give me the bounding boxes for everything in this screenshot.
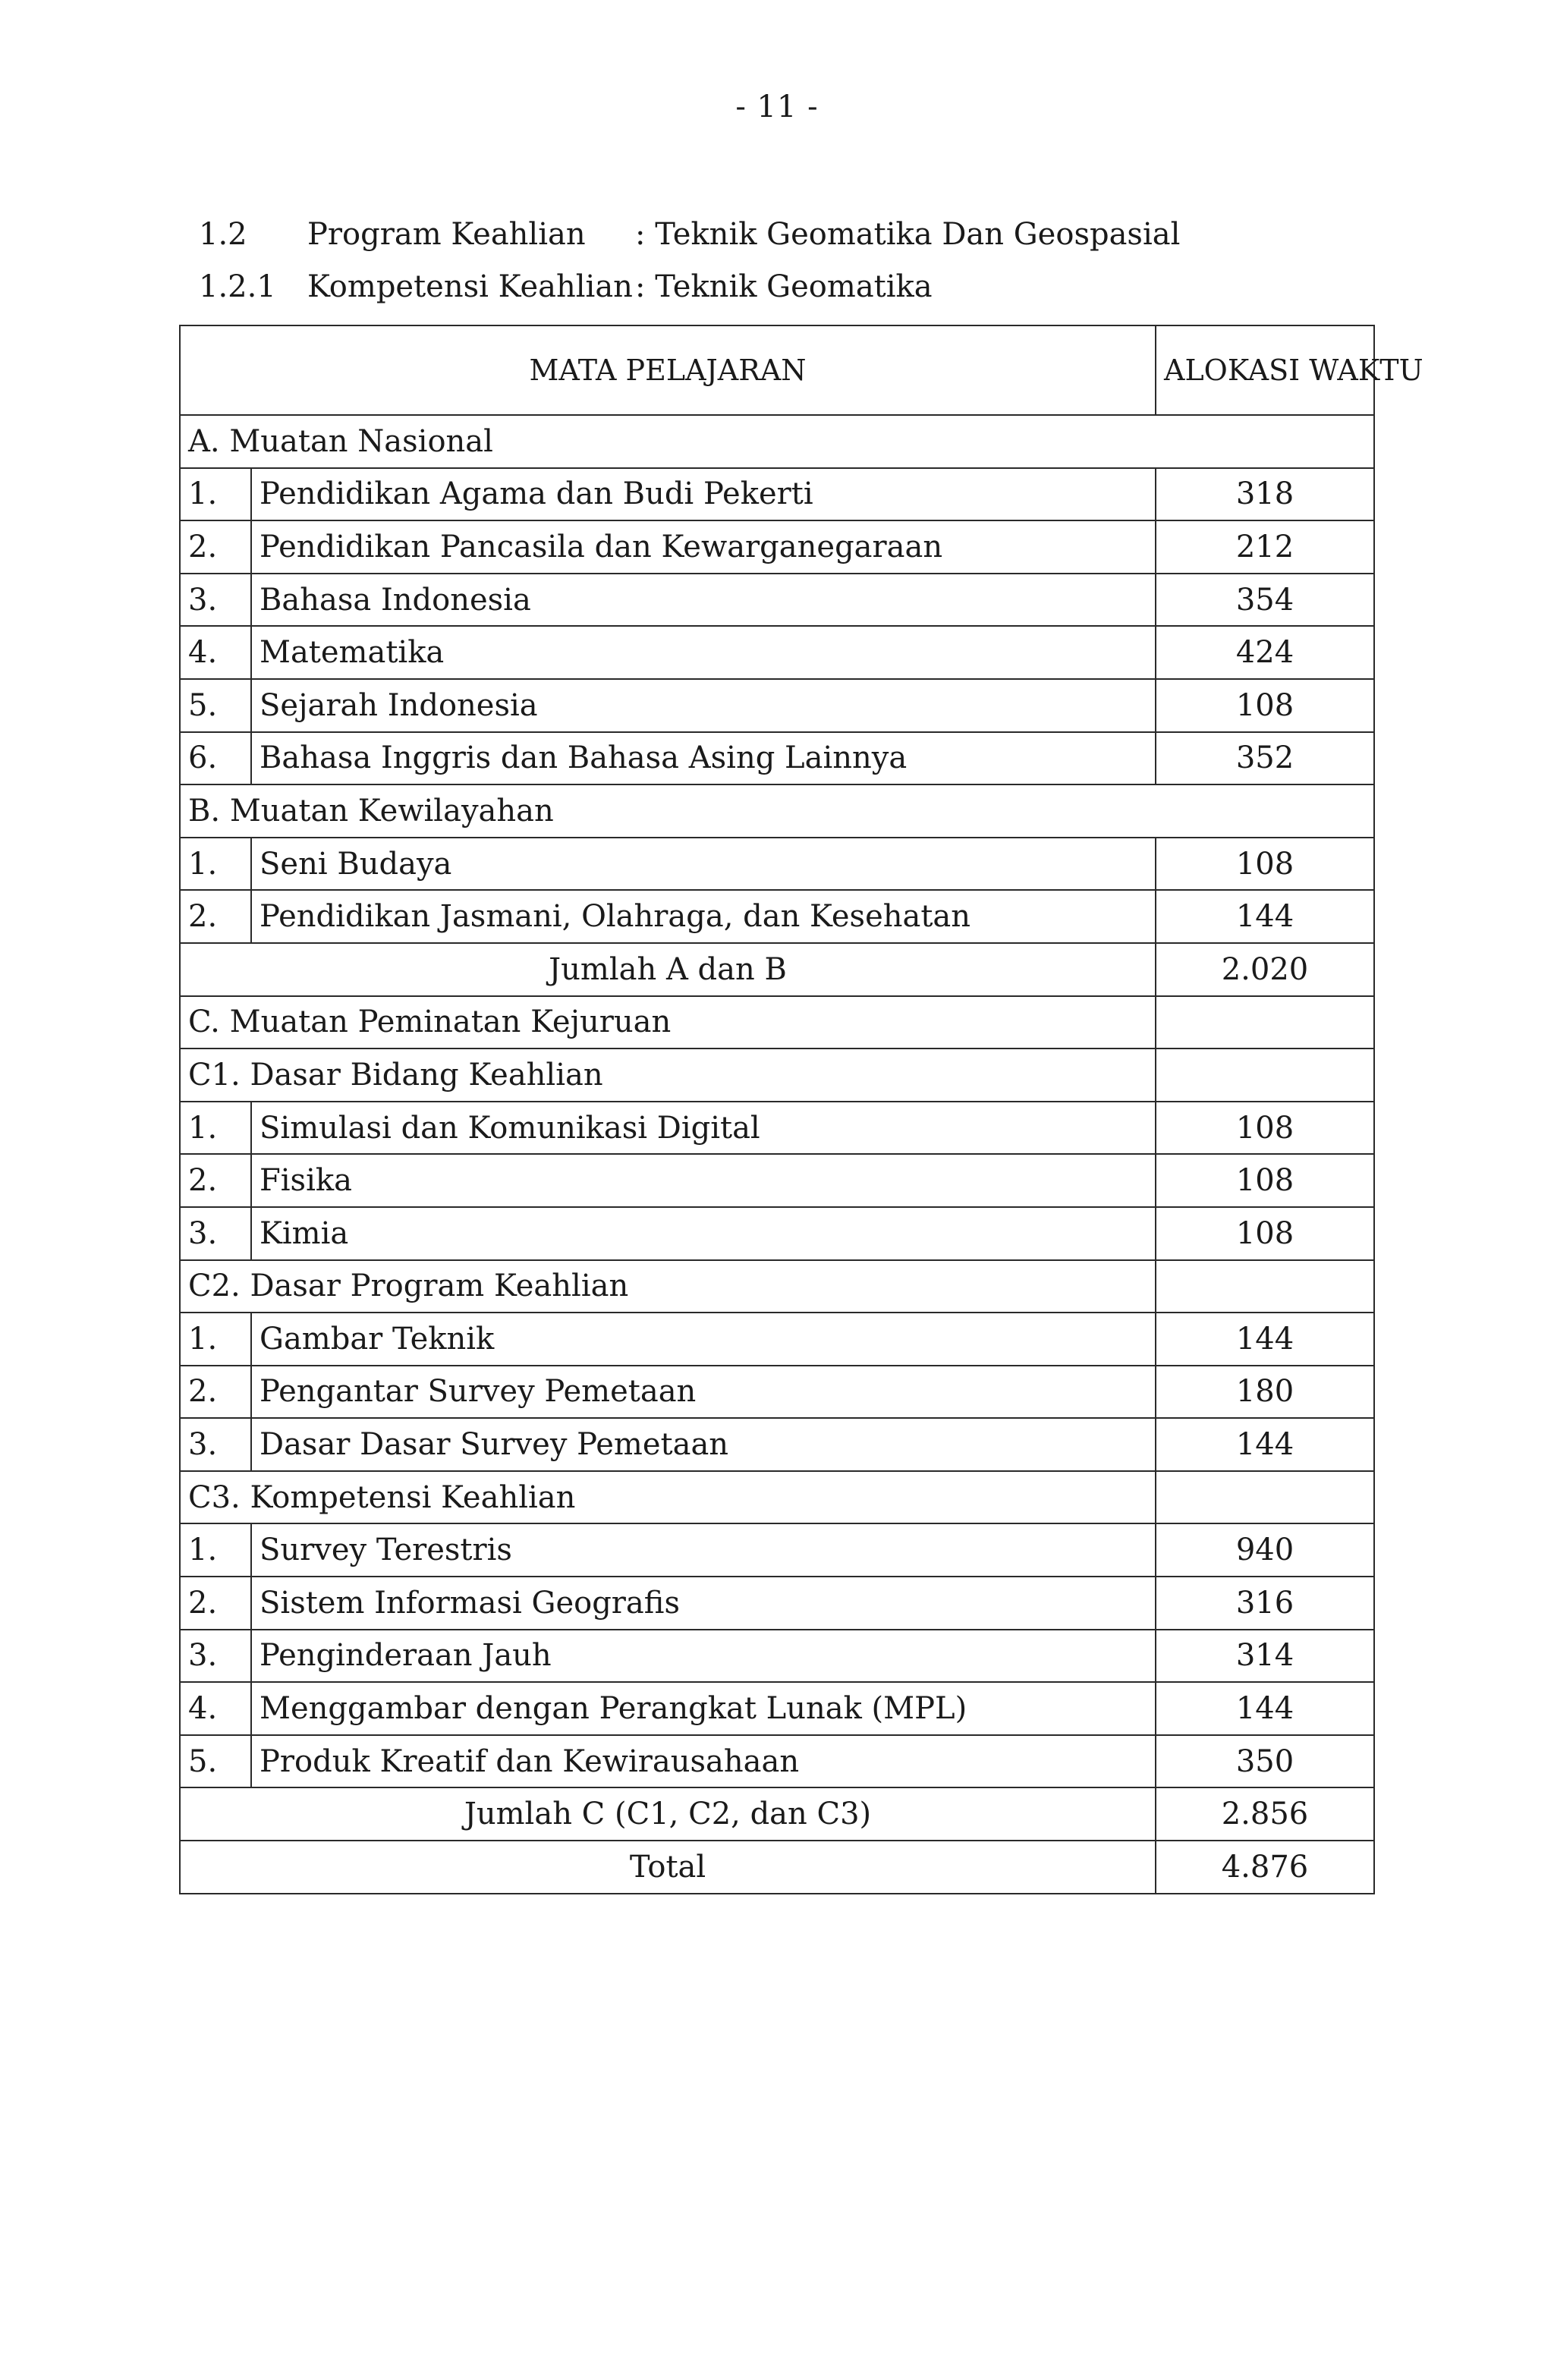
row-subject: Matematika (251, 626, 1156, 679)
row-subject: Survey Terestris (251, 1523, 1156, 1577)
row-number: 2. (180, 1154, 251, 1207)
row-subject: Produk Kreatif dan Kewirausahaan (251, 1735, 1156, 1788)
table-row (180, 520, 1374, 574)
row-subject: Seni Budaya (251, 838, 1156, 891)
row-subject: Penginderaan Jauh (251, 1630, 1156, 1683)
row-time: 352 (1156, 732, 1374, 785)
total-row (180, 1841, 1374, 1894)
row-time: 144 (1156, 1418, 1374, 1471)
row-time: 108 (1156, 679, 1374, 732)
program-number: 1.2 (199, 217, 247, 252)
row-number: 1. (180, 1313, 251, 1366)
sum-row (180, 1787, 1374, 1841)
section-b-title: B. Muatan Kewilayahan (180, 784, 1374, 838)
table-row (180, 1313, 1374, 1366)
row-time: 144 (1156, 1682, 1374, 1735)
row-subject: Pengantar Survey Pemetaan (251, 1366, 1156, 1419)
row-time: 318 (1156, 468, 1374, 521)
table-row (180, 1418, 1374, 1471)
row-subject: Kimia (251, 1207, 1156, 1260)
empty-cell (1156, 1471, 1374, 1524)
row-time: 108 (1156, 1207, 1374, 1260)
program-label: Program Keahlian (307, 217, 586, 252)
row-number: 1. (180, 468, 251, 521)
sum-c-value: 2.856 (1156, 1787, 1374, 1841)
row-number: 4. (180, 626, 251, 679)
header-time: ALOKASI WAKTU (1156, 325, 1374, 415)
page-number: - 11 - (735, 90, 819, 124)
row-time: 314 (1156, 1630, 1374, 1683)
table-header-row (180, 325, 1374, 415)
table-row (180, 468, 1374, 521)
row-subject: Sejarah Indonesia (251, 679, 1156, 732)
competency-label: Kompetensi Keahlian (307, 269, 633, 304)
row-subject: Gambar Teknik (251, 1313, 1156, 1366)
row-subject: Dasar Dasar Survey Pemetaan (251, 1418, 1156, 1471)
row-time: 108 (1156, 1102, 1374, 1155)
row-time: 940 (1156, 1523, 1374, 1577)
program-value: : Teknik Geomatika Dan Geospasial (635, 217, 1181, 252)
empty-cell (1156, 1049, 1374, 1102)
table-row (180, 1630, 1374, 1683)
empty-cell (1156, 996, 1374, 1049)
curriculum-table (179, 325, 1423, 1894)
table-row (180, 626, 1374, 679)
row-number: 1. (180, 1523, 251, 1577)
row-subject: Bahasa Indonesia (251, 574, 1156, 627)
row-subject: Menggambar dengan Perangkat Lunak (MPL) (251, 1682, 1156, 1735)
section-row (180, 784, 1374, 838)
row-time: 180 (1156, 1366, 1374, 1419)
table-row (180, 574, 1374, 627)
row-number: 5. (180, 679, 251, 732)
row-subject: Pendidikan Pancasila dan Kewarganegaraan (251, 520, 1156, 574)
section-a-title: A. Muatan Nasional (180, 415, 1374, 468)
section-c1-title: C1. Dasar Bidang Keahlian (180, 1049, 1156, 1102)
row-number: 6. (180, 732, 251, 785)
row-number: 1. (180, 838, 251, 891)
row-subject: Bahasa Inggris dan Bahasa Asing Lainnya (251, 732, 1156, 785)
table-row (180, 838, 1374, 891)
sum-row (180, 943, 1374, 996)
section-row (180, 415, 1374, 468)
row-subject: Sistem Informasi Geografis (251, 1577, 1156, 1630)
sum-ab-label: Jumlah A dan B (180, 943, 1156, 996)
row-number: 4. (180, 1682, 251, 1735)
row-subject: Pendidikan Jasmani, Olahraga, dan Kesehatan (251, 890, 1156, 943)
row-number: 3. (180, 1630, 251, 1683)
table-row (180, 679, 1374, 732)
row-time: 144 (1156, 1313, 1374, 1366)
table-row (180, 1523, 1374, 1577)
row-number: 1. (180, 1102, 251, 1155)
table-row (180, 1154, 1374, 1207)
row-subject: Fisika (251, 1154, 1156, 1207)
row-number: 3. (180, 1207, 251, 1260)
row-time: 108 (1156, 838, 1374, 891)
header-subject: MATA PELAJARAN (180, 325, 1156, 415)
table-row (180, 1102, 1374, 1155)
section-c-title: C. Muatan Peminatan Kejuruan (180, 996, 1156, 1049)
section-row (180, 996, 1374, 1049)
empty-cell (1156, 1260, 1374, 1313)
row-subject: Pendidikan Agama dan Budi Pekerti (251, 468, 1156, 521)
competency-value: : Teknik Geomatika (635, 269, 933, 304)
table-row (180, 1577, 1374, 1630)
section-row (180, 1049, 1374, 1102)
sum-ab-value: 2.020 (1156, 943, 1374, 996)
table-row (180, 1735, 1374, 1788)
total-label: Total (180, 1841, 1156, 1894)
row-time: 354 (1156, 574, 1374, 627)
row-number: 2. (180, 1577, 251, 1630)
row-number: 2. (180, 1366, 251, 1419)
table-row (180, 1207, 1374, 1260)
section-row (180, 1260, 1374, 1313)
table-row (180, 1366, 1374, 1419)
table-row (180, 890, 1374, 943)
row-time: 212 (1156, 520, 1374, 574)
row-time: 144 (1156, 890, 1374, 943)
table-row (180, 732, 1374, 785)
table-row (180, 1682, 1374, 1735)
section-row (180, 1471, 1374, 1524)
row-number: 2. (180, 890, 251, 943)
section-c2-title: C2. Dasar Program Keahlian (180, 1260, 1156, 1313)
row-number: 3. (180, 574, 251, 627)
row-number: 2. (180, 520, 251, 574)
row-time: 316 (1156, 1577, 1374, 1630)
row-number: 5. (180, 1735, 251, 1788)
total-value: 4.876 (1156, 1841, 1374, 1894)
row-time: 108 (1156, 1154, 1374, 1207)
competency-number: 1.2.1 (199, 269, 276, 304)
section-c3-title: C3. Kompetensi Keahlian (180, 1471, 1156, 1524)
row-number: 3. (180, 1418, 251, 1471)
row-subject: Simulasi dan Komunikasi Digital (251, 1102, 1156, 1155)
sum-c-label: Jumlah C (C1, C2, dan C3) (180, 1787, 1156, 1841)
row-time: 424 (1156, 626, 1374, 679)
row-time: 350 (1156, 1735, 1374, 1788)
